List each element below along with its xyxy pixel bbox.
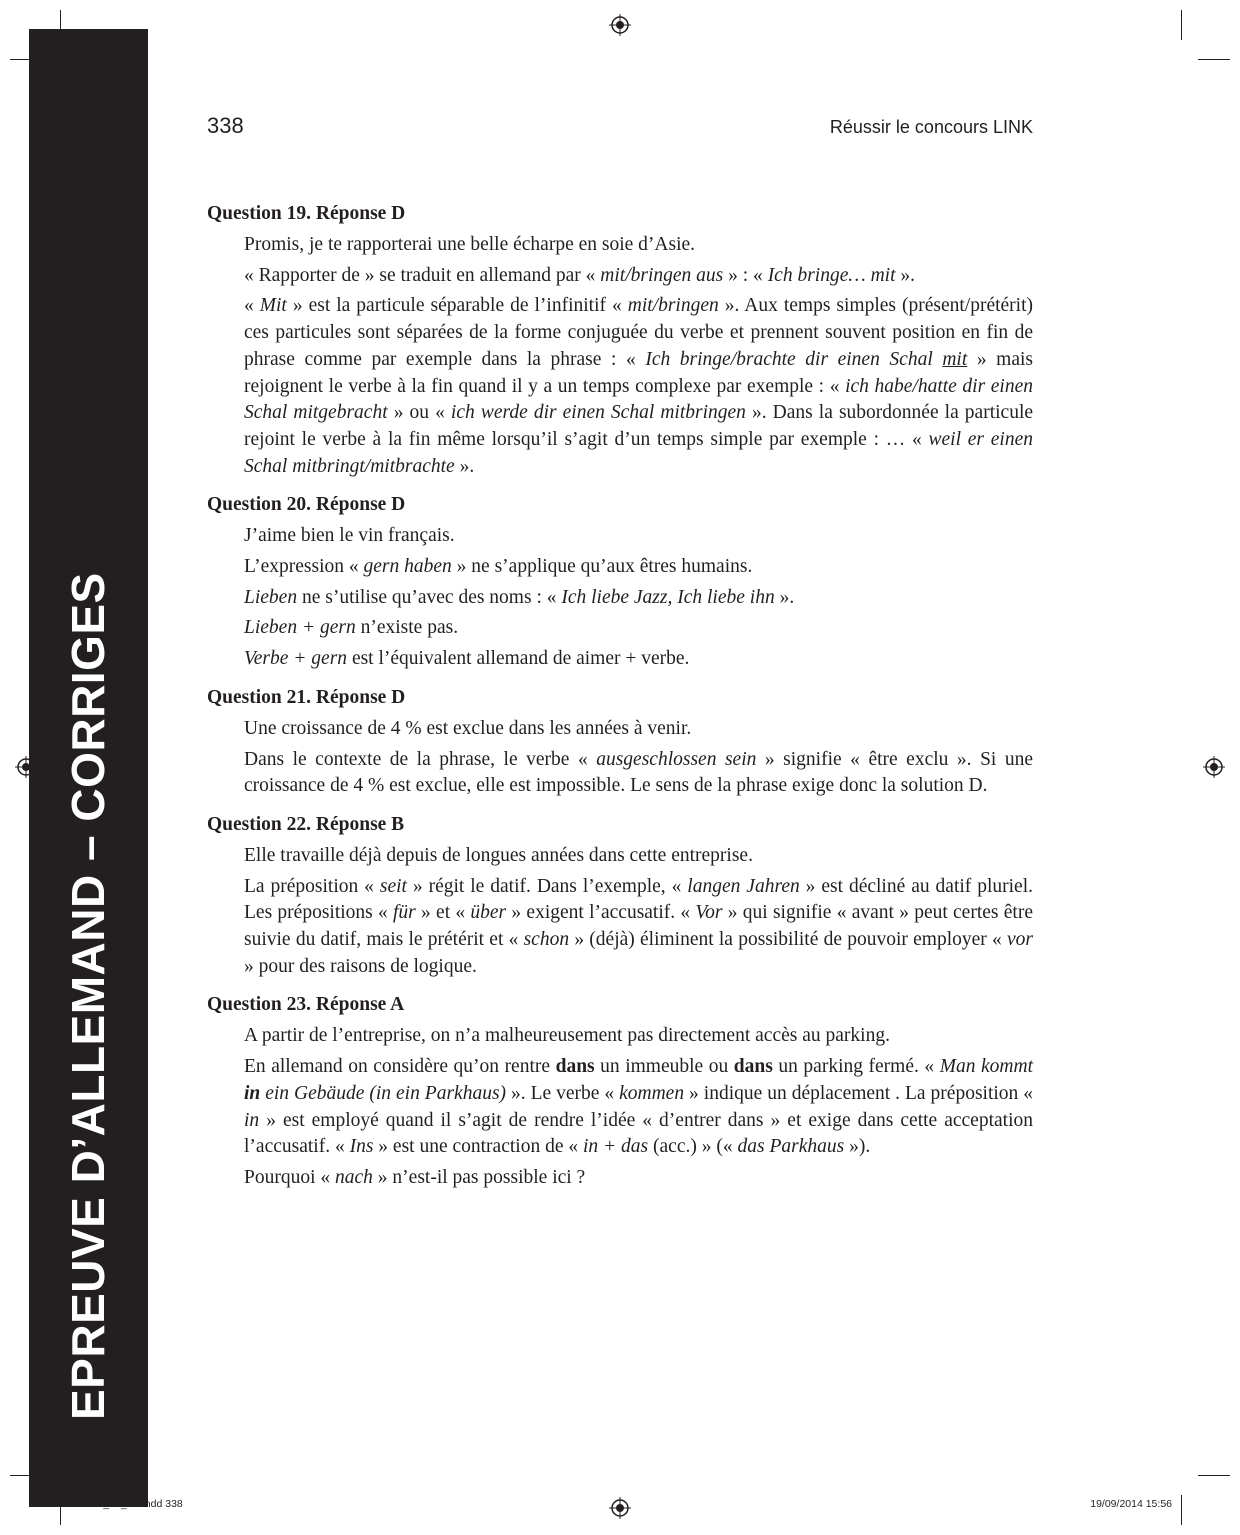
answer-paragraph — [244, 646, 1033, 673]
text-run: Ich bringe/brachte dir einen Schal — [645, 348, 943, 370]
sidebar-title: EPREUVE D’ALLEMAND – CORRIGES — [62, 572, 114, 1420]
text-run: in — [244, 1082, 261, 1104]
text-run: » est la particule séparable de l’infinitif « — [286, 295, 628, 317]
text-run: »). — [844, 1136, 871, 1158]
question-heading: Question 23. Réponse A — [207, 994, 405, 1016]
answer-paragraph — [244, 747, 1033, 800]
text-run: in + das — [582, 1136, 649, 1158]
text-run: » et « — [415, 902, 471, 924]
crop-mark — [1181, 1495, 1182, 1525]
text-run: » est employé quand il s’agit de rendre l’idée « d’entrer dans » et exige dans cette acceptation l’accusatif. « — [244, 1109, 1033, 1158]
answer-paragraph — [244, 874, 1033, 981]
text-run: Man kommt — [939, 1056, 1033, 1078]
text-run: ». Dans la subordonnée la particule rejoint le verbe à la fin même lorsqu’il s’agit d’un temps simple par exemple : … « — [244, 402, 1034, 450]
answer-paragraph — [244, 1023, 1033, 1050]
answer-paragraph — [244, 293, 1033, 480]
text-run: » exigent l’accusatif. « — [506, 902, 696, 924]
answer-content — [207, 200, 1033, 1203]
text-run: Promis, je te rapporterai une belle écharpe en soie d’Asie. — [244, 234, 696, 255]
answer-paragraph — [244, 615, 1033, 642]
text-run: » est une contraction de « — [373, 1136, 583, 1158]
text-run: für — [393, 902, 416, 924]
crop-mark — [1198, 59, 1230, 60]
text-run: weil er einen Schal mitbringt/mitbrachte — [244, 428, 1033, 477]
text-run: est l’équivalent allemand de aimer + verbe. — [347, 648, 690, 670]
text-run: über — [470, 902, 507, 924]
text-run: Lieben + gern — [244, 617, 356, 639]
running-title: Réussir le concours LINK — [829, 117, 1033, 137]
text-run: mit — [942, 348, 968, 370]
answer-paragraph — [244, 263, 1033, 290]
print-footer — [80, 1498, 1172, 1518]
crop-mark — [10, 1475, 42, 1476]
answer-paragraph — [244, 523, 1033, 550]
text-run: « Rapporter de » se traduit en allemand par « — [244, 264, 601, 286]
text-run: Mit — [259, 295, 287, 317]
question-block — [207, 491, 1033, 673]
text-run: ich werde dir einen Schal mitbringen — [450, 402, 746, 424]
text-run: » ne s’applique qu’aux êtres humains. — [451, 556, 753, 578]
question-block — [207, 200, 1033, 480]
answer-paragraph — [244, 843, 1033, 870]
text-run: Dans le contexte de la phrase, le verbe « — [244, 748, 597, 770]
text-run: n’existe pas. — [355, 617, 459, 639]
text-run: langen Jahren — [687, 875, 800, 897]
question-block — [207, 811, 1033, 981]
question-block — [207, 684, 1033, 800]
text-run: ». — [774, 586, 795, 608]
text-run: A partir de l’entreprise, on n’a malheureusement pas directement accès au parking. — [244, 1025, 890, 1047]
text-run: L’expression « — [244, 556, 364, 578]
text-run: » mais rejoignent le verbe à la fin quand il y a un temps complexe par exemple : « — [244, 348, 1033, 397]
question-block — [207, 991, 1033, 1191]
answer-paragraph — [244, 716, 1033, 743]
text-run: Ich bringe… mit — [767, 264, 896, 286]
text-run: » indique un déplacement . La préposition « — [684, 1082, 1034, 1104]
text-run: dans — [555, 1056, 595, 1078]
page-number: 338 — [207, 113, 244, 138]
answer-paragraph — [244, 1054, 1033, 1161]
text-run: » signifie « être exclu ». Si une croissance de 4 % est exclue, elle est impossible. Le sens de la phrase exige donc la solution D. — [244, 748, 1033, 797]
text-run: vor — [1007, 929, 1033, 951]
text-run: » : « — [723, 264, 768, 286]
question-heading: Question 19. Réponse D — [207, 203, 406, 224]
text-run: Ich liebe Jazz, Ich liebe ihn — [561, 586, 775, 608]
text-run: » est décliné au datif pluriel. Les prépositions « — [244, 875, 1033, 924]
text-run: mit/bringen aus — [600, 264, 724, 286]
text-run: En allemand on considère qu’on rentre — [244, 1056, 556, 1078]
text-run: ich habe/hatte dir einen Schal mitgebracht — [244, 375, 1034, 424]
text-run: un parking fermé. « — [772, 1056, 940, 1078]
footer-file: LINK_3e_P2.indd 338 — [80, 1498, 183, 1510]
text-run: schon — [523, 929, 570, 951]
text-run: » (déjà) éliminent la possibilité de pouvoir employer « — [569, 929, 1007, 951]
text-run: » régit le datif. Dans l’exemple, « — [406, 875, 688, 897]
text-run: Verbe + gern — [244, 648, 348, 670]
text-run: » ou « — [387, 402, 451, 424]
answer-paragraph — [244, 1165, 1033, 1192]
question-heading: Question 21. Réponse D — [207, 686, 406, 708]
text-run: (acc.) » (« — [648, 1136, 738, 1158]
registration-mark-icon — [1203, 756, 1225, 778]
crop-mark — [60, 1495, 61, 1525]
text-run: ne s’utilise qu’avec des noms : « — [297, 586, 562, 608]
text-run: Lieben — [244, 586, 298, 608]
text-run: ». Aux temps simples (présent/prétérit) ces particules sont séparées de la forme conjuguée du verbe et prennent souvent position en fin de phrase comme par exemple dans la phrase : « — [244, 295, 1034, 370]
text-run: Ins — [349, 1136, 374, 1158]
crop-mark — [1181, 10, 1182, 40]
text-run: » pour des raisons de logique. — [244, 955, 477, 977]
answer-paragraph — [244, 232, 1033, 259]
text-run: ein Gebäude (in ein Parkhaus) — [260, 1082, 507, 1104]
answer-paragraph — [244, 585, 1033, 612]
text-run: in — [244, 1109, 260, 1131]
answer-paragraph — [244, 554, 1033, 581]
footer-date: 19/09/2014 15:56 — [1090, 1498, 1172, 1510]
text-run: J’aime bien le vin français. — [244, 525, 455, 547]
text-run: seit — [379, 875, 407, 897]
text-run: Elle travaille déjà depuis de longues années dans cette entreprise. — [244, 844, 753, 866]
text-run: das Parkhaus — [737, 1136, 845, 1158]
text-run: Une croissance de 4 % est exclue dans les années à venir. — [244, 717, 692, 739]
question-heading: Question 20. Réponse D — [207, 494, 406, 516]
text-run: nach — [335, 1166, 373, 1188]
text-run: Pourquoi « — [244, 1166, 336, 1188]
text-run: » qui signifie « avant » peut certes être suivie du datif, mais le prétérit et « — [244, 902, 1033, 951]
text-run: La préposition « — [244, 875, 380, 897]
crop-mark — [10, 59, 42, 60]
text-run: kommen — [619, 1082, 685, 1104]
text-run: gern haben — [363, 556, 452, 578]
text-run: mit/bringen — [627, 295, 719, 317]
text-run: dans — [733, 1056, 773, 1078]
text-run: ». Le verbe « — [506, 1082, 620, 1104]
crop-mark — [1198, 1475, 1230, 1476]
text-run: ausgeschlossen sein — [596, 748, 757, 770]
text-run: ». — [454, 455, 475, 477]
question-heading: Question 22. Réponse B — [207, 813, 405, 835]
text-run: un immeuble ou — [594, 1056, 734, 1078]
text-run: ». — [895, 264, 916, 286]
text-run: « — [244, 295, 260, 317]
page-header — [207, 113, 1033, 143]
crop-mark — [60, 10, 61, 40]
text-run: Vor — [695, 902, 723, 924]
text-run: » n’est-il pas possible ici ? — [372, 1166, 586, 1188]
registration-mark-icon — [15, 756, 37, 778]
registration-mark-icon — [609, 14, 631, 36]
